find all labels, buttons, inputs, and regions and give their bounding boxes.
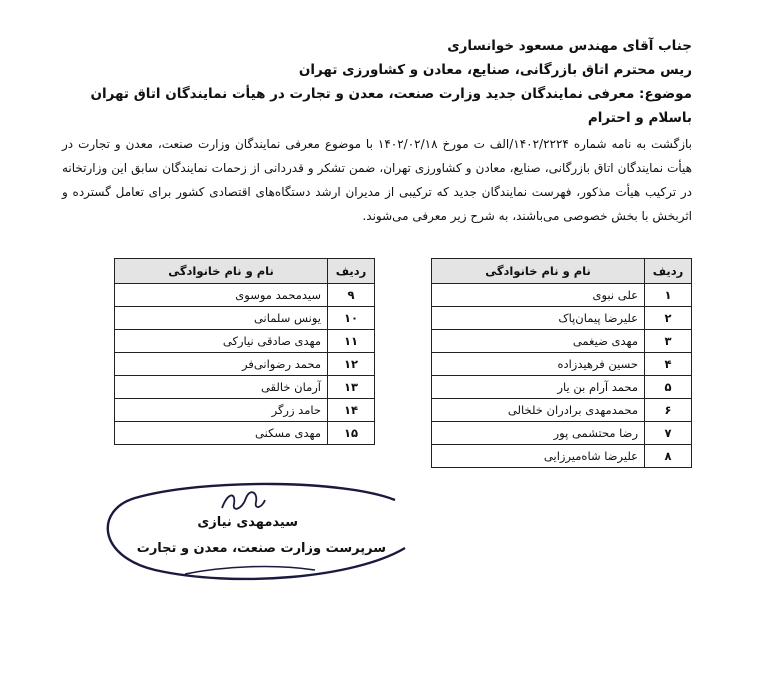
row-number: ۱۵ (328, 422, 375, 445)
addressee-title: ریس محترم اتاق بازرگانی، صنایع، معادن و کشاورزی تهران (298, 62, 692, 78)
table-row (115, 376, 375, 399)
subject-line: موضوع: معرفی نمایندگان جدید وزارت صنعت، معدن و تجارت در هیأت نمایندگان اتاق تهران (90, 86, 692, 102)
representatives-table-left (114, 258, 375, 445)
representative-name: محمد آرام بن یار (432, 376, 645, 399)
representative-name: علی نبوی (432, 284, 645, 307)
row-number: ۹ (328, 284, 375, 307)
table-row (432, 330, 692, 353)
table-row (115, 422, 375, 445)
row-number: ۴ (645, 353, 692, 376)
row-number: ۷ (645, 422, 692, 445)
row-number: ۱۰ (328, 307, 375, 330)
representatives-table-right (431, 258, 692, 468)
representative-name: حسین فرهیدزاده (432, 353, 645, 376)
table-row (432, 422, 692, 445)
row-number: ۱۴ (328, 399, 375, 422)
table-row (432, 307, 692, 330)
representative-name: مهدی ضیغمی (432, 330, 645, 353)
row-number: ۶ (645, 399, 692, 422)
letter-body: بازگشت به نامه شماره ۱۴۰۲/۲۲۲۴/الف ت مورخ ۱۴۰۲/۰۲/۱۸ با موضوع معرفی نمایندگان وزارت صنعت، معدن و تجارت در هیأت نمایندگان اتاق بازرگانی، صنایع، معادن و کشاورزی تهران، ضمن تشکر و قدردانی از زحمات نمایندگان سابق این وزارتخانه در ترکیب هیأت مذکور، فهرست نمایندگان جدید که ترکیبی از مدیران ارشد دستگاه‌های اقتصادی کشور برای تعامل گسترده و اثربخش با بخش خصوصی می‌باشند، به شرح زیر معرفی می‌شوند. (62, 137, 692, 223)
row-number: ۱۱ (328, 330, 375, 353)
greeting: باسلام و احترام (587, 110, 692, 126)
table-row (115, 284, 375, 307)
representative-name: محمدمهدی برادران خلخالی (432, 399, 645, 422)
representative-name: حامد زرگر (115, 399, 328, 422)
representative-name: مهدی مسکنی (115, 422, 328, 445)
table-row (115, 353, 375, 376)
representative-name: محمد رضوانی‌فر (115, 353, 328, 376)
table-row (115, 399, 375, 422)
table-header-row (432, 259, 692, 284)
row-number: ۱۳ (328, 376, 375, 399)
representative-name: سیدمحمد موسوی (115, 284, 328, 307)
table-row (432, 399, 692, 422)
name-header: نام و نام خانوادگی (432, 259, 645, 284)
table-row (432, 376, 692, 399)
row-number-header: ردیف (645, 259, 692, 284)
representative-name: آرمان خالقی (115, 376, 328, 399)
representative-name: یونس سلمانی (115, 307, 328, 330)
signatory-title: سرپرست وزارت صنعت، معدن و تجارت (136, 541, 386, 556)
table-row (432, 445, 692, 468)
table-row (432, 353, 692, 376)
table-header-row (115, 259, 375, 284)
row-number: ۱ (645, 284, 692, 307)
representative-name: مهدی صادقی نیارکی (115, 330, 328, 353)
row-number-header: ردیف (328, 259, 375, 284)
row-number: ۸ (645, 445, 692, 468)
addressee: جناب آقای مهندس مسعود خوانساری (447, 38, 692, 54)
signature-initials (218, 486, 268, 516)
signatory-name: سیدمهدی نیازی (197, 515, 298, 530)
row-number: ۲ (645, 307, 692, 330)
row-number: ۱۲ (328, 353, 375, 376)
name-header: نام و نام خانوادگی (115, 259, 328, 284)
row-number: ۳ (645, 330, 692, 353)
row-number: ۵ (645, 376, 692, 399)
table-row (115, 307, 375, 330)
table-row (115, 330, 375, 353)
table-row (432, 284, 692, 307)
representative-name: رضا محتشمی پور (432, 422, 645, 445)
representative-name: علیرضا شاه‌میرزایی (432, 445, 645, 468)
representative-name: علیرضا پیمان‌پاک (432, 307, 645, 330)
